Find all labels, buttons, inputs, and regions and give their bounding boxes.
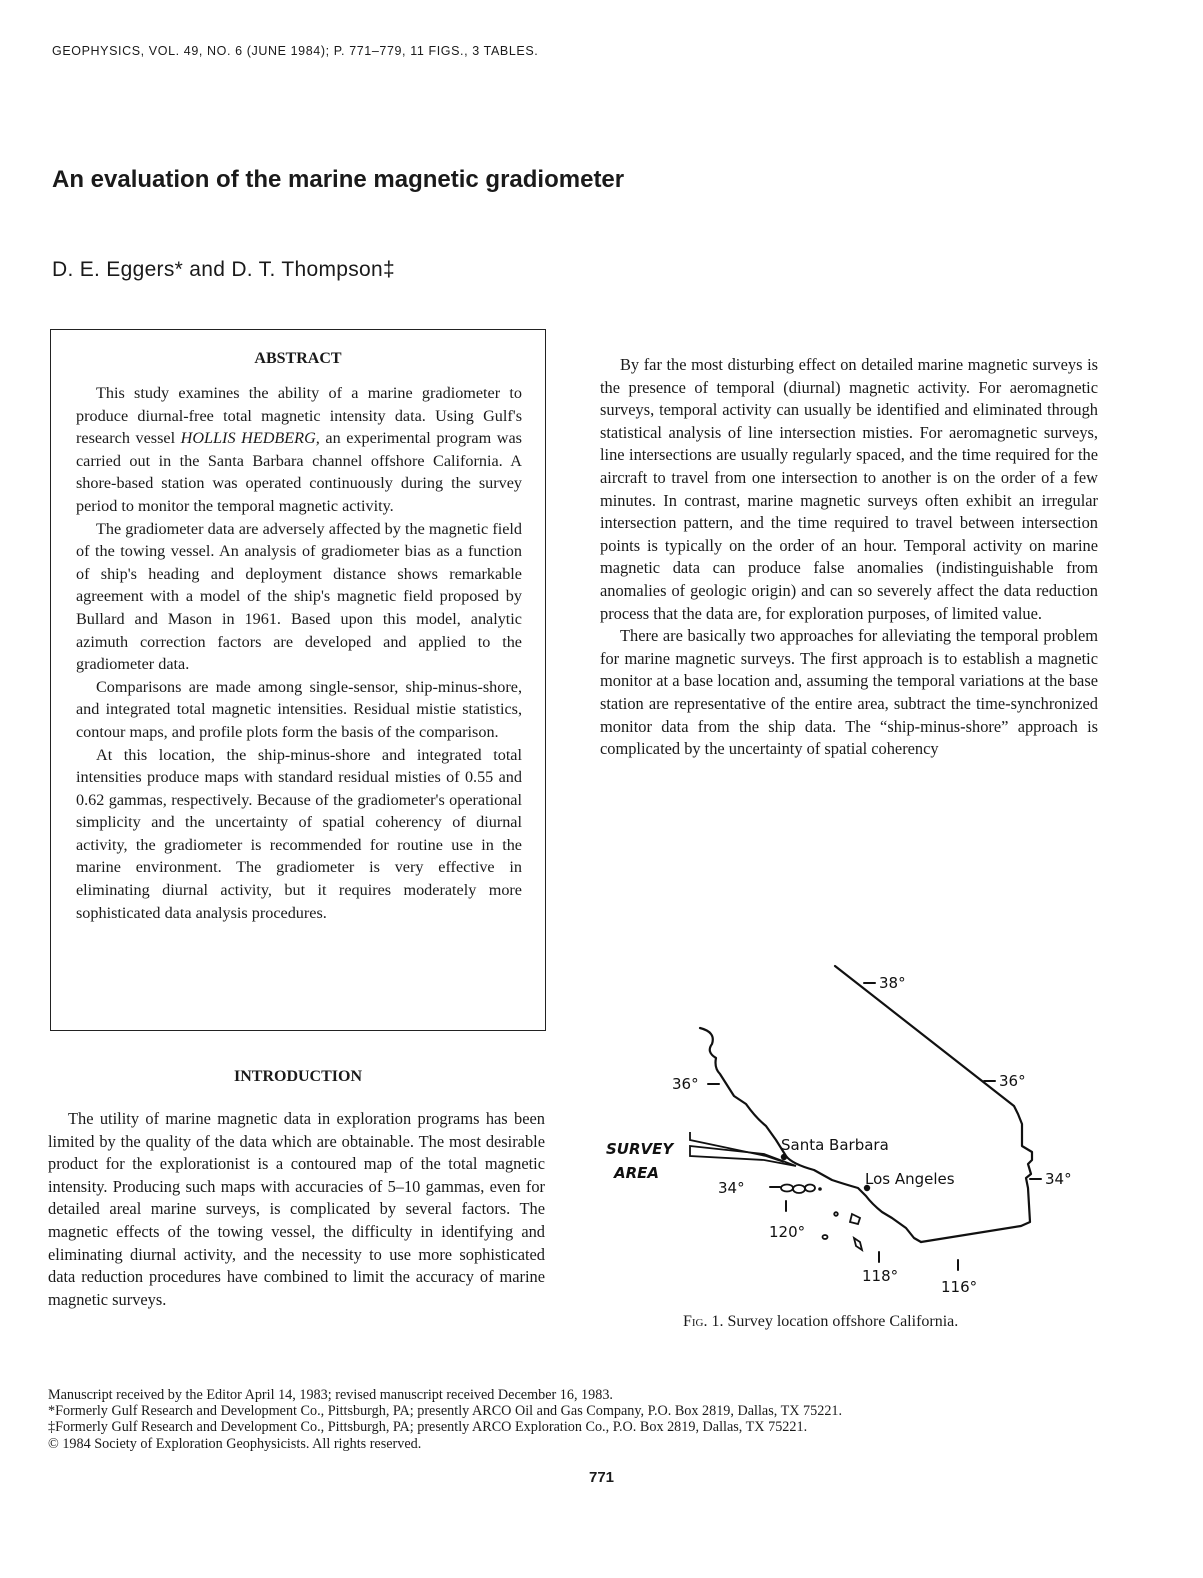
channel-island bbox=[854, 1238, 862, 1250]
introduction-heading: INTRODUCTION bbox=[233, 1068, 362, 1085]
body-paragraph: There are basically two approaches for alleviating the temporal problem for marine magnetic surveys. The first approach is to establish a magnetic monitor at a base location and, assuming the temporal variations at the base station are representative of the entire area, subtract the time-synchronized monitor data from the ship data. The “ship-minus-shore” approach is complicated by the uncertainty of spatial coherency bbox=[600, 626, 1098, 759]
longitude-label-120: 120° bbox=[769, 1223, 806, 1241]
latitude-label-34-left: 34° bbox=[718, 1179, 745, 1197]
santa-barbara-label: Santa Barbara bbox=[781, 1136, 889, 1154]
coastline bbox=[700, 1028, 921, 1242]
latitude-label-38: 38° bbox=[879, 974, 906, 992]
channel-island bbox=[781, 1185, 793, 1192]
abstract-heading: ABSTRACT bbox=[254, 350, 342, 367]
author-affiliation-1: *Formerly Gulf Research and Development Co., Pittsburgh, PA; presently ARCO Oil and Gas Company, P.O. Box 2819, Dallas, TX 75221. bbox=[48, 1403, 843, 1420]
longitude-label-118: 118° bbox=[862, 1267, 899, 1285]
abstract-body bbox=[76, 382, 522, 924]
manuscript-received-note: Manuscript received by the Editor April 14, 1983; revised manuscript received December 16, 1983. bbox=[48, 1387, 613, 1403]
channel-island bbox=[823, 1235, 828, 1239]
los-angeles-label: Los Angeles bbox=[865, 1170, 955, 1188]
abstract-paragraph bbox=[76, 382, 522, 518]
abstract-paragraph: Comparisons are made among single-sensor, ship-minus-shore, and integrated total magnetic intensities. Residual mistie statistics, contour maps, and profile plots form the basis of the comparison. bbox=[76, 677, 522, 741]
body-paragraph: By far the most disturbing effect on detailed marine magnetic surveys is the presence of temporal (diurnal) magnetic activity. For aeromagnetic surveys, temporal activity can usually be identified and eliminated through statistical analysis of line intersection misties. For aeromagnetic surveys, line intersections are usually regularly spaced, and the time required for the aircraft to travel from one intersection to another is on the order of a few minutes. In contrast, marine magnetic surveys often exhibit an irregular intersection pattern, and the time required to travel between intersection points is typically on the order of an hour. Temporal activity on marine magnetic data can produce false anomalies (indistinguishable from anomalies of geologic origin) and can so severely affect the data reduction process that the data are, for exploration purposes, of limited value. bbox=[600, 355, 1098, 623]
channel-island bbox=[834, 1212, 838, 1216]
copyright-note: © 1984 Society of Exploration Geophysicists. All rights reserved. bbox=[48, 1435, 422, 1452]
latitude-label-34-right: 34° bbox=[1045, 1170, 1072, 1188]
longitude-label-116: 116° bbox=[941, 1278, 978, 1296]
state-boundary-line bbox=[835, 966, 1032, 1242]
channel-island bbox=[850, 1214, 860, 1224]
survey-label: SURVEY bbox=[606, 1140, 674, 1158]
figure-caption-text: Survey location offshore California. bbox=[727, 1313, 959, 1330]
channel-island bbox=[793, 1185, 805, 1193]
california-map bbox=[596, 956, 1106, 1302]
abstract-paragraph: At this location, the ship-minus-shore and integrated total intensities produce maps with standard residual misties of 0.55 and 0.62 gammas, respectively. Because of the gradiometer's operational simplicity and the uncertainty of spatial coherency of diurnal activity, the gradiometer is recommended for routine use in the marine environment. The gradiometer is very effective in eliminating diurnal activity, but it requires moderately more sophisticated data analysis procedures. bbox=[76, 745, 522, 922]
page-number: 771 bbox=[588, 1469, 615, 1486]
latitude-label-36-right: 36° bbox=[999, 1072, 1026, 1090]
abstract-text: This study examines the ability of a marine gradiometer to produce diurnal-free total magnetic intensity data. Using Gulf's research vessel bbox=[76, 384, 522, 448]
figure-number: Fig. 1. bbox=[683, 1313, 724, 1330]
latitude-label-36-left: 36° bbox=[672, 1075, 699, 1093]
channel-island bbox=[805, 1185, 815, 1192]
introduction-body bbox=[48, 1108, 545, 1311]
body-paragraph: The utility of marine magnetic data in exploration programs has been limited by the quality of the data which are obtainable. The most desirable product for the explorationist is a contoured map of the total magnetic intensity. Producing such maps with accuracies of 5–10 gammas, even for detailed areal marine surveys, is complicated by several factors. The magnetic effects of the towing vessel, the difficulty in identifying and eliminating diurnal activity, and the necessity to use more sophisticated data reduction procedures have combined to limit the accuracy of marine magnetic surveys. bbox=[48, 1109, 545, 1309]
footnotes bbox=[48, 1387, 842, 1452]
author-affiliation-2: ‡Formerly Gulf Research and Development Co., Pittsburgh, PA; presently ARCO Exploration Co., P.O. Box 2819, Dallas, TX 75221. bbox=[48, 1419, 808, 1436]
santa-barbara-marker bbox=[781, 1154, 787, 1160]
author-line: D. E. Eggers* and D. T. Thompson‡ bbox=[52, 258, 395, 281]
abstract-box bbox=[50, 329, 546, 1031]
figure-1-map bbox=[596, 956, 1106, 1302]
island-dot-small bbox=[818, 1187, 822, 1191]
vessel-name: HOLLIS HEDBERG, bbox=[180, 429, 320, 448]
figure-caption bbox=[683, 1313, 958, 1331]
running-head: GEOPHYSICS, VOL. 49, NO. 6 (JUNE 1984); P. 771–779, 11 FIGS., 3 TABLES. bbox=[52, 44, 539, 58]
abstract-paragraph: The gradiometer data are adversely affected by the magnetic field of the towing vessel. An analysis of gradiometer bias as a function of ship's heading and deployment distance shows remarkable agreement with a model of the ship's magnetic field proposed by Bullard and Mason in 1961. Based upon this model, analytic azimuth correction factors are developed and applied to the gradiometer data. bbox=[76, 519, 522, 674]
article-title: An evaluation of the marine magnetic gradiometer bbox=[52, 166, 625, 193]
right-column bbox=[600, 354, 1098, 761]
area-label: AREA bbox=[614, 1164, 660, 1182]
abstract-text: an experimental program was carried out in the Santa Barbara channel offshore California. A shore-based station was operated continuously during the survey period to monitor the temporal magnetic activity. bbox=[76, 429, 522, 515]
